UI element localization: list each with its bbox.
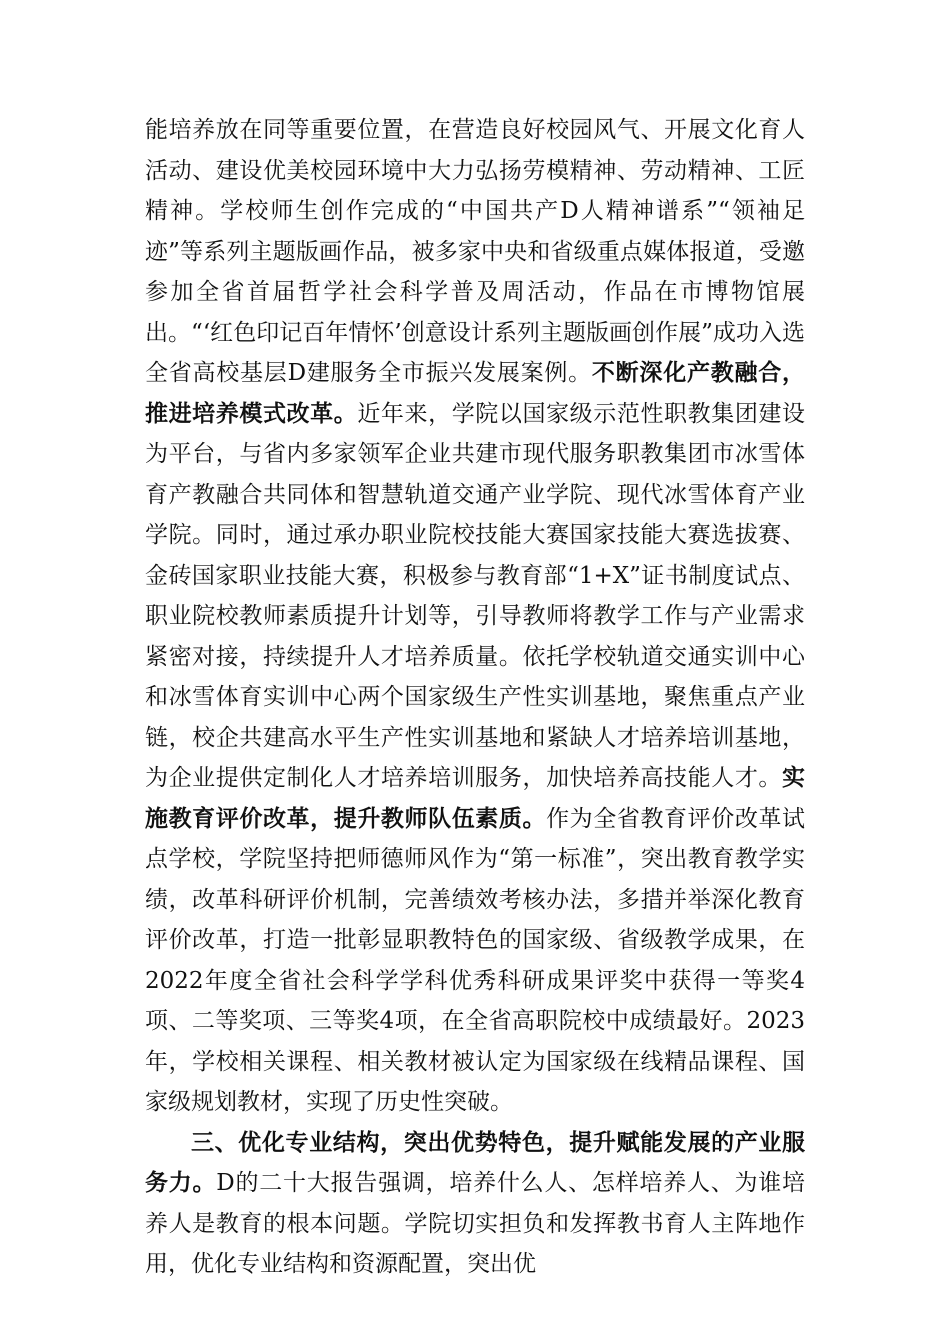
document-body (145, 110, 805, 1285)
paragraph-2-text: D的二十大报告强调，培养什么人、怎样培养人、为谁培养人是教育的根本问题。学院切实担负和发挥教书育人主阵地作用，优化专业结构和资源配置，突出优 (145, 1170, 806, 1277)
paragraph-1 (145, 110, 805, 1123)
paragraph-1-text-c: 作为全省教育评价改革试点学校，学院坚持把师德师风作为“第一标准”，突出教育教学实绩，改革科研评价机制，完善绩效考核办法，多措并举深化教育评价改革，打造一批彰显职教特色的国家级、省级教学成果，在2022年度全省社会科学学科优秀科研成果评奖中获得一等奖4项、二等奖项、三等奖4项，在全省高职院校中成绩最好。2023年，学校相关课程、相关教材被认定为国家级在线精品课程、国家级规划教材，实现了历史性突破。 (145, 805, 806, 1115)
section-heading-three: 三、优化专业结构，突出优势特色，提升赋能发展的产业服务力。 (145, 1129, 805, 1196)
subheading-evaluation-reform: 实施教育评价改革，提升教师队伍素质。 (145, 765, 805, 832)
subheading-industry-education: 不断深化产教融合，推进培养模式改革。 (145, 360, 805, 427)
paragraph-1-text-a: 能培养放在同等重要位置，在营造良好校园风气、开展文化育人活动、建设优美校园环境中大力弘扬劳模精神、劳动精神、工匠精神。学校师生创作完成的“中国共产D人精神谱系”“领袖足迹”等系列主题版画作品，被多家中央和省级重点媒体报道，受邀参加全省首届哲学社会科学普及周活动，作品在市博物馆展出。“‘红色印记百年情怀’创意设计系列主题版画创作展”成功入选全省高校基层D建服务全市振兴发展案例。 (145, 117, 805, 386)
paragraph-1-text-b: 近年来，学院以国家级示范性职教集团建设为平台，与省内多家领军企业共建市现代服务职教集团市冰雪体育产教融合共同体和智慧轨道交通产业学院、现代冰雪体育产业学院。同时，通过承办职业院校技能大赛国家技能大赛选拔赛、金砖国家职业技能大赛，积极参与教育部“1+X”证书制度试点、职业院校教师素质提升计划等，引导教师将教学工作与产业需求紧密对接，持续提升人才培养质量。依托学校轨道交通实训中心和冰雪体育实训中心两个国家级生产性实训基地，聚焦重点产业链，校企共建高水平生产性实训基地和紧缺人才培养培训基地，为企业提供定制化人才培养培训服务，加快培养高技能人才。 (145, 400, 806, 791)
paragraph-2 (145, 1123, 805, 1285)
